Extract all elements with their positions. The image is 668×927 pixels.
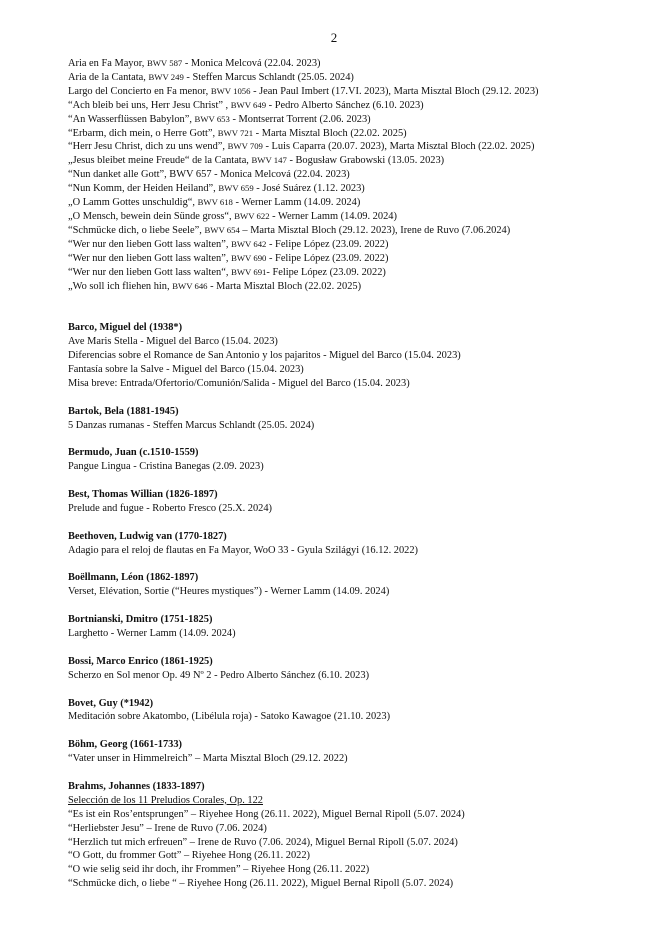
work-line: Ave Maris Stella - Miguel del Barco (15.04. 2023) (68, 336, 278, 348)
list-item: „O Mensch, bewein dein Sünde gross“, BWV 622 - Werner Lamm (14.09. 2024) (68, 210, 397, 222)
work-line: Misa breve: Entrada/Ofertorio/Comunión/Salida - Miguel del Barco (15.04. 2023) (68, 377, 410, 389)
composer-section-boellmann (68, 571, 643, 599)
composer-heading: Bermudo, Juan (c.1510-1559) (68, 447, 199, 459)
bach-list (68, 57, 643, 293)
composer-section-bartok (68, 405, 643, 433)
work-line: Scherzo en Sol menor Op. 49 Nº 2 - Pedro Alberto Sánchez (6.10. 2023) (68, 669, 370, 681)
work-line: Diferencias sobre el Romance de San Antonio y los pajaritos - Miguel del Barco (15.04. 2023) (68, 350, 461, 362)
composer-section-barco (68, 321, 643, 391)
composer-heading: Best, Thomas Willian (1826-1897) (68, 489, 218, 501)
list-item: Aria de la Cantata, BWV 249 - Steffen Marcus Schlandt (25.05. 2024) (68, 71, 354, 83)
composer-section-bovet (68, 697, 643, 725)
list-item: „Wo soll ich fliehen hin, BWV 646 - Marta Misztal Bloch (22.02. 2025) (68, 280, 362, 292)
composer-section-bermudo (68, 446, 643, 474)
list-item: “An Wasserflüssen Babylon”, BWV 653 - Montserrat Torrent (2.06. 2023) (68, 113, 371, 125)
composer-heading: Bortnianski, Dmitro (1751-1825) (68, 614, 213, 626)
page-number: 2 (330, 30, 338, 45)
composer-heading: Barco, Miguel del (1938*) (68, 322, 183, 334)
list-item: „Jesus bleibet meine Freude“ de la Cantata, BWV 147 - Bogusław Grabowski (13.05. 2023) (68, 155, 445, 167)
list-item: Aria en Fa Mayor, BWV 587 - Monica Melcová (22.04. 2023) (68, 58, 321, 69)
list-item: “Nun danket alle Gott”, BWV 657 - Monica Melcová (22.04. 2023) (68, 169, 350, 181)
work-line: Meditación sobre Akatombo, (Libélula roja) - Satoko Kawagoe (21.10. 2023) (68, 711, 391, 723)
work-line: Prelude and fugue - Roberto Fresco (25.X. 2024) (68, 502, 273, 514)
content (68, 57, 643, 891)
composer-section-bossi (68, 655, 643, 683)
composer-section-beethoven (68, 530, 643, 558)
list-item: „O Lamm Gottes unschuldig“, BWV 618 - Werner Lamm (14.09. 2024) (68, 197, 361, 209)
work-line: “Herzlich tut mich erfreuen” – Irene de Ruvo (7.06. 2024), Miguel Bernal Ripoll (5.07. 2024) (68, 836, 458, 848)
work-line: “O Gott, du frommer Gott” – Riyehee Hong (26.11. 2022) (68, 850, 311, 862)
composer-section-bohm (68, 738, 643, 766)
work-line: 5 Danzas rumanas - Steffen Marcus Schlandt (25.05. 2024) (68, 419, 315, 431)
composer-section-brahms (68, 780, 643, 891)
composer-heading: Brahms, Johannes (1833-1897) (68, 780, 205, 792)
work-line: Larghetto - Werner Lamm (14.09. 2024) (68, 628, 236, 640)
work-line: Verset, Elévation, Sortie (“Heures mystiques”) - Werner Lamm (14.09. 2024) (68, 586, 390, 598)
section-subtitle: Selección de los 11 Preludios Corales, Op. 122 (68, 794, 263, 806)
list-item: “Wer nur den lieben Gott lass walten”, BWV 642 - Felipe López (23.09. 2022) (68, 238, 389, 250)
work-line: “Herliebster Jesu” – Irene de Ruvo (7.06. 2024) (68, 822, 267, 834)
composer-heading: Bossi, Marco Enrico (1861-1925) (68, 655, 213, 667)
work-line: Fantasía sobre la Salve - Miguel del Barco (15.04. 2023) (68, 363, 304, 375)
composer-heading: Boëllmann, Léon (1862-1897) (68, 572, 199, 584)
composer-section-bortnianski (68, 613, 643, 641)
work-line: Adagio para el reloj de flautas en Fa Mayor, WoO 33 - Gyula Szilágyi (16.12. 2022) (68, 544, 419, 556)
work-line: “O wie selig seid ihr doch, ihr Frommen” – Riyehee Hong (26.11. 2022) (68, 864, 370, 876)
composer-heading: Böhm, Georg (1661-1733) (68, 739, 182, 751)
work-line: Pangue Lingua - Cristina Banegas (2.09. 2023) (68, 461, 264, 473)
list-item: Largo del Concierto en Fa menor, BWV 1056 - Jean Paul Imbert (17.VI. 2023), Marta Misztal Bloch (29.12. 2023) (68, 85, 539, 97)
composer-section-best (68, 488, 643, 516)
work-line: “Vater unser in Himmelreich” – Marta Misztal Bloch (29.12. 2022) (68, 753, 348, 765)
list-item: “Wer nur den lieben Gott lass walten”, BWV 690 - Felipe López (23.09. 2022) (68, 252, 389, 264)
list-item: “Wer nur den lieben Gott lass walten“, BWV 691- Felipe López (23.09. 2022) (68, 266, 386, 278)
composer-heading: Bartok, Bela (1881-1945) (68, 405, 179, 417)
list-item: “Ach bleib bei uns, Herr Jesu Christ” , BWV 649 - Pedro Alberto Sánchez (6.10. 2023) (68, 99, 424, 111)
list-item: “Herr Jesu Christ, dich zu uns wend”, BWV 709 - Luis Caparra (20.07. 2023), Marta Misztal Bloch (22.02. 2025) (68, 141, 535, 153)
composer-heading: Beethoven, Ludwig van (1770-1827) (68, 530, 227, 542)
list-item: “Erbarm, dich mein, o Herre Gott”, BWV 721 - Marta Misztal Bloch (22.02. 2025) (68, 127, 407, 139)
work-line: “Schmücke dich, o liebe “ – Riyehee Hong (26.11. 2022), Miguel Bernal Ripoll (5.07. 2024) (68, 878, 454, 890)
list-item: “Schmücke dich, o liebe Seele”, BWV 654 – Marta Misztal Bloch (29.12. 2023), Irene de Ruvo (7.06.2024) (68, 224, 511, 236)
composer-heading: Bovet, Guy (*1942) (68, 697, 154, 709)
work-line: “Es ist ein Ros’entsprungen” – Riyehee Hong (26.11. 2022), Miguel Bernal Ripoll (5.07. 2024) (68, 808, 465, 820)
list-item: “Nun Komm, der Heiden Heiland”, BWV 659 - José Suárez (1.12. 2023) (68, 183, 365, 195)
